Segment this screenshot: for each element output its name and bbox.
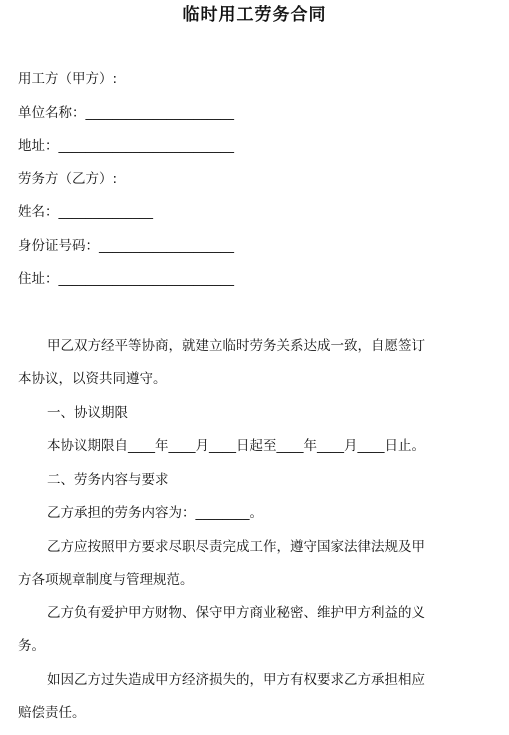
unit-name-row <box>18 103 234 123</box>
id-number-label: 身份证号码： <box>18 238 99 254</box>
address-row <box>18 136 234 156</box>
section-2-item-1: 乙方承担的劳务内容为：________。 <box>47 505 263 521</box>
section-1-heading: 一、协议期限 <box>47 405 128 421</box>
section-2-item-4-line-2: 赔偿责任。 <box>18 705 86 721</box>
name-row <box>18 202 153 222</box>
address-label: 地址： <box>18 138 59 154</box>
section-2-item-3-line-2: 务。 <box>18 638 45 654</box>
section-2-item-3-line-1: 乙方负有爱护甲方财物、保守甲方商业秘密、维护甲方利益的义 <box>47 605 425 621</box>
section-2-item-2-line-1: 乙方应按照甲方要求尽职尽责完成工作，遵守国家法律法规及甲 <box>47 539 425 555</box>
address-blank: __________________________ <box>58 138 234 154</box>
unit-name-blank: ______________________ <box>85 105 234 121</box>
intro-line-1: 甲乙双方经平等协商，就建立临时劳务关系达成一致，自愿签订 <box>47 338 425 354</box>
section-2-item-4-line-1: 如因乙方过失造成甲方经济损失的，甲方有权要求乙方承担相应 <box>47 672 425 688</box>
name-label: 姓名： <box>18 204 59 220</box>
section-2-heading: 二、劳务内容与要求 <box>47 472 169 488</box>
section-2-item-2-line-2: 方各项规章制度与管理规范。 <box>18 572 194 588</box>
residence-blank: __________________________ <box>58 271 234 287</box>
section-1-term-text: 本协议期限自____年____月____日起至____年____月____日止。 <box>47 438 425 454</box>
party-a-heading: 用工方（甲方）: <box>18 71 118 87</box>
residence-row <box>18 269 234 289</box>
party-b-heading: 劳务方（乙方）: <box>18 171 118 187</box>
document-title: 临时用工劳务合同 <box>182 5 327 25</box>
unit-name-label: 单位名称： <box>18 105 86 121</box>
name-blank: ______________ <box>58 204 153 220</box>
intro-line-2: 本协议，以资共同遵守。 <box>18 371 167 387</box>
id-number-blank: ____________________ <box>99 238 234 254</box>
id-number-row <box>18 236 234 256</box>
residence-label: 住址： <box>18 271 59 287</box>
